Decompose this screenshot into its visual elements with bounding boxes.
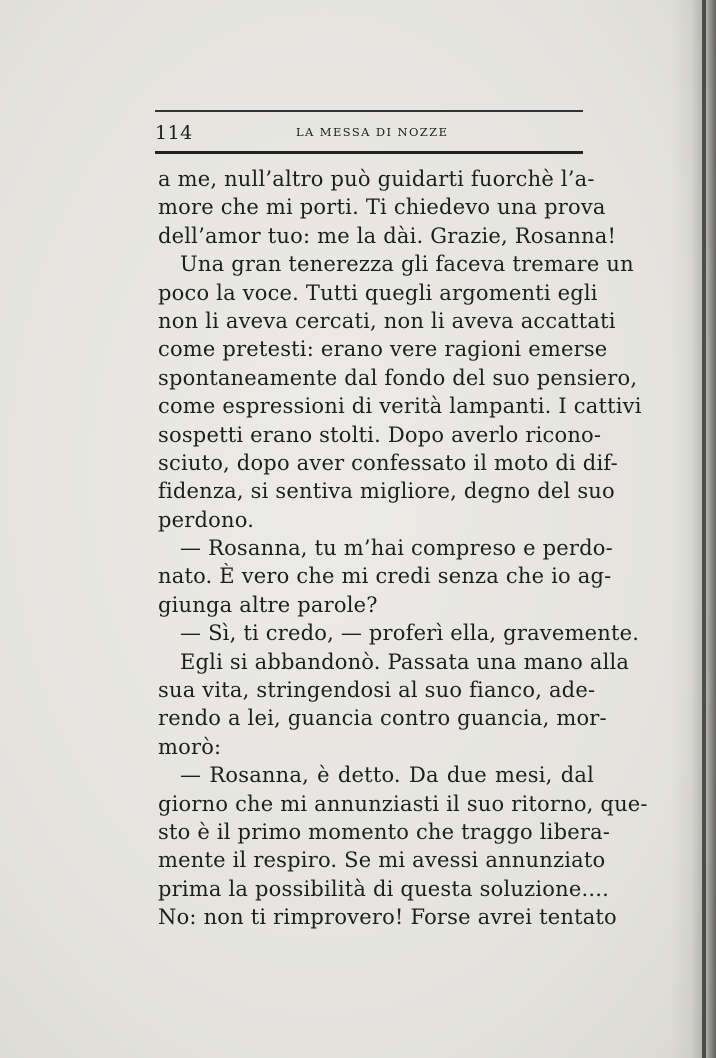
body-text [158, 165, 648, 932]
header-rule-bottom [155, 151, 583, 154]
text-line: rendo a lei, guancia contro guancia, mor- [158, 706, 607, 731]
text-line: non li aveva cercati, non li aveva accattati [158, 308, 616, 333]
text-line: sospetti erano stolti. Dopo averlo ricono- [158, 422, 602, 447]
text-line: dell’amor tuo: me la dài. Grazie, Rosanna! [158, 223, 617, 248]
text-line: perdono. [158, 507, 255, 532]
text-line: sua vita, stringendosi al suo fianco, ade- [158, 678, 596, 703]
header-rule-top [155, 110, 583, 112]
text-line: poco la voce. Tutti quegli argomenti egli [158, 280, 598, 305]
text-line: come espressioni di verità lampanti. I cattivi [158, 394, 642, 419]
text-line: prima la possibilità di questa soluzione.... [158, 876, 609, 901]
gutter-shadow [670, 0, 716, 1058]
text-line: — Sì, ti credo, — proferì ella, gravemente. [180, 621, 640, 646]
text-line: — Rosanna, è detto. Da due mesi, dal [180, 763, 594, 788]
text-line: giunga altre parole? [158, 592, 378, 617]
text-line: sto è il primo momento che traggo libera- [158, 819, 611, 844]
binding-edge [702, 0, 706, 1058]
text-line: morò: [158, 734, 222, 759]
text-line: come pretesti: erano vere ragioni emerse [158, 337, 608, 362]
text-line: giorno che mi annunziasti il suo ritorno, que- [158, 791, 648, 816]
running-title: LA MESSA DI NOZZE [296, 125, 449, 139]
text-line: Una gran tenerezza gli faceva tremare un [180, 252, 634, 277]
text-line: sciuto, dopo aver confessato il moto di dif- [158, 450, 618, 475]
text-line: No: non ti rimprovero! Forse avrei tentato [158, 905, 617, 930]
text-line: more che mi porti. Ti chiedevo una prova [158, 195, 606, 220]
text-line: Egli si abbandonò. Passata una mano alla [180, 649, 630, 674]
text-line: a me, null’altro può guidarti fuorchè l’a- [158, 167, 595, 191]
text-line: — Rosanna, tu m’hai compreso e perdo- [180, 536, 613, 561]
text-line: nato. È vero che mi credi senza che io ag- [158, 564, 612, 589]
text-line: fidenza, si sentiva migliore, degno del suo [158, 479, 615, 504]
page-number: 114 [155, 122, 193, 144]
text-line: spontaneamente dal fondo del suo pensiero, [158, 365, 638, 390]
text-line: mente il respiro. Se mi avessi annunziato [158, 848, 606, 873]
